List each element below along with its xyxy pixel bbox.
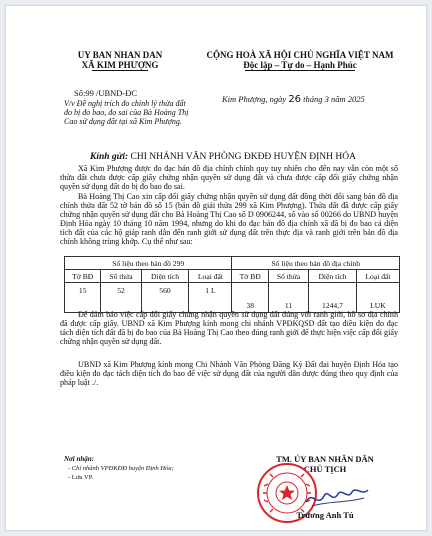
table-row [65,283,400,313]
date-prefix: Kim Phượng, ngày [222,94,287,104]
document-page [6,6,426,530]
table-cell: 560 [141,283,189,313]
paragraph-2: Bà Hoàng Thị Cao xin cấp đổi giấy chứng nhận quyền sử dụng đất đồng thời đổi sang bản đồ địa chính thửa đất 52 tờ bản đồ số 15 (bản đồ giải thửa 299 xã Kim Phượng). Thửa đất đã được cấp giấy chứng nhận quyền sử dụng đất cho Bà Hoàng Thị Cao số D 0906244, số vào sổ 00266 do UBND huyện Định Hóa ngày 10 tháng 10 năm 1994, nhưng do khi đo đạc bản đồ địa chính xã đã bị đo bao cả diện tích đất của các hộ giáp ranh dẫn đến ranh giới sử dụng đất trên thực địa và ranh giới trên bản đồ địa chính không trùng khớp. Cụ thể như sau: [60,192,398,247]
table-cell: 15 [65,283,101,313]
document-number: Số:99 /UBND-ĐC [74,88,138,98]
recipient-name: CHI NHÁNH VĂN PHÒNG ĐKĐĐ HUYỆN ĐỊNH HÓA [130,152,356,162]
recipients-note-title: Nơi nhận: [64,455,95,463]
table-cell: LUK [356,283,399,313]
table-header-cell: Số thửa [268,270,308,283]
document-subject: V/v Đề nghị trích đo chỉnh lý thửa đất đo bị đo bao, đo sai của Bà Hoàng Thị Cao sử dụng đất tại xã Kim Phượng. [64,99,189,126]
national-header [182,50,418,71]
recipients-note-item: - Lưu VP. [68,474,94,481]
table-cell: 52 [101,283,141,313]
table-header-cell: Tờ BĐ [232,270,268,283]
table-header-cell: Tờ BĐ [65,270,101,283]
issuer-line-1: UY BAN NHAN DAN [77,50,163,60]
issuer-line-2: XÃ KIM PHƯỢNG [81,60,159,70]
table-header-row [65,270,400,283]
date-day: 26 [288,94,302,105]
table-cell: 1 L [189,283,232,313]
recipients-note [64,455,174,482]
table-header-cell: Diện tích [141,270,189,283]
table-header-cell: Loại đất [189,270,232,283]
table-header-cell: Diện tích [309,270,357,283]
table-group-old: Số liệu theo bản đồ 299 [65,257,232,270]
national-motto: Độc lập – Tự do – Hạnh Phúc [243,60,357,70]
table-header-cell: Loại đất [356,270,399,283]
signer-name: Trương Anh Tú [296,510,354,520]
issuer-underline [92,70,148,71]
paragraph-4: UBND xã Kim Phượng kính mong Chi Nhánh Văn Phòng Đăng Ký Đất đai huyện Định Hóa tạo điều kiện đo đạc tách diện tích đo bao để việc sử dụng đất của người dân được đúng theo quy định của pháp luật ./. [60,360,398,388]
recipients-note-item: - Chi nhánh VPĐKĐĐ huyện Định Hóa; [68,465,174,472]
document-date [222,94,365,105]
table-header-cell: Số thửa [101,270,141,283]
table-cell: 38 [232,283,268,313]
motto-underline [245,70,355,71]
table-cell: 11 [268,283,308,313]
handwritten-signature-icon [302,482,372,512]
table-cell: 1244,7 [309,283,357,313]
signature-title: CHỦ TỊCH [303,464,347,474]
national-title: CỘNG HOÀ XÃ HỘI CHỦ NGHĨA VIỆT NAM [206,50,394,60]
table-group-new: Số liệu theo bản đồ địa chính [232,257,400,270]
land-data-table [64,256,400,313]
recipient-label: Kính gửi: [90,152,129,162]
paragraph-1: Xã Kim Phượng được đo đạc bản đồ địa chính chính quy tuy nhiên cho đến nay vẫn còn một số thửa đất chưa được cấp giấy chứng nhận quyền sử dụng đất và chưa được cấp đổi giấy chứng nhận quyền sử dụng đất do bị đo bao đo sai. [60,164,398,192]
paragraph-3: Để đảm bảo việc cấp đổi giấy chứng nhận quyền sử dụng đất đúng với ranh giới, hồ sơ địa chính đã được cấp giấy. UBND xã Kim Phượng kính mong chi nhánh VPĐKQSD đất tạo điều kiện đo đạc tách diện tích đất đã bị đo bao của Bà Hoàng Thị Cao theo đúng ranh giới để thực hiện việc cấp đổi giấy chứng nhận quyền sử dụng đất. [60,310,398,347]
issuer-header [46,50,194,71]
signature-authority: TM. ỦY BAN NHÂN DÂN [276,454,374,464]
date-suffix: tháng 3 năm 2025 [303,94,365,104]
recipient-line [90,152,356,162]
